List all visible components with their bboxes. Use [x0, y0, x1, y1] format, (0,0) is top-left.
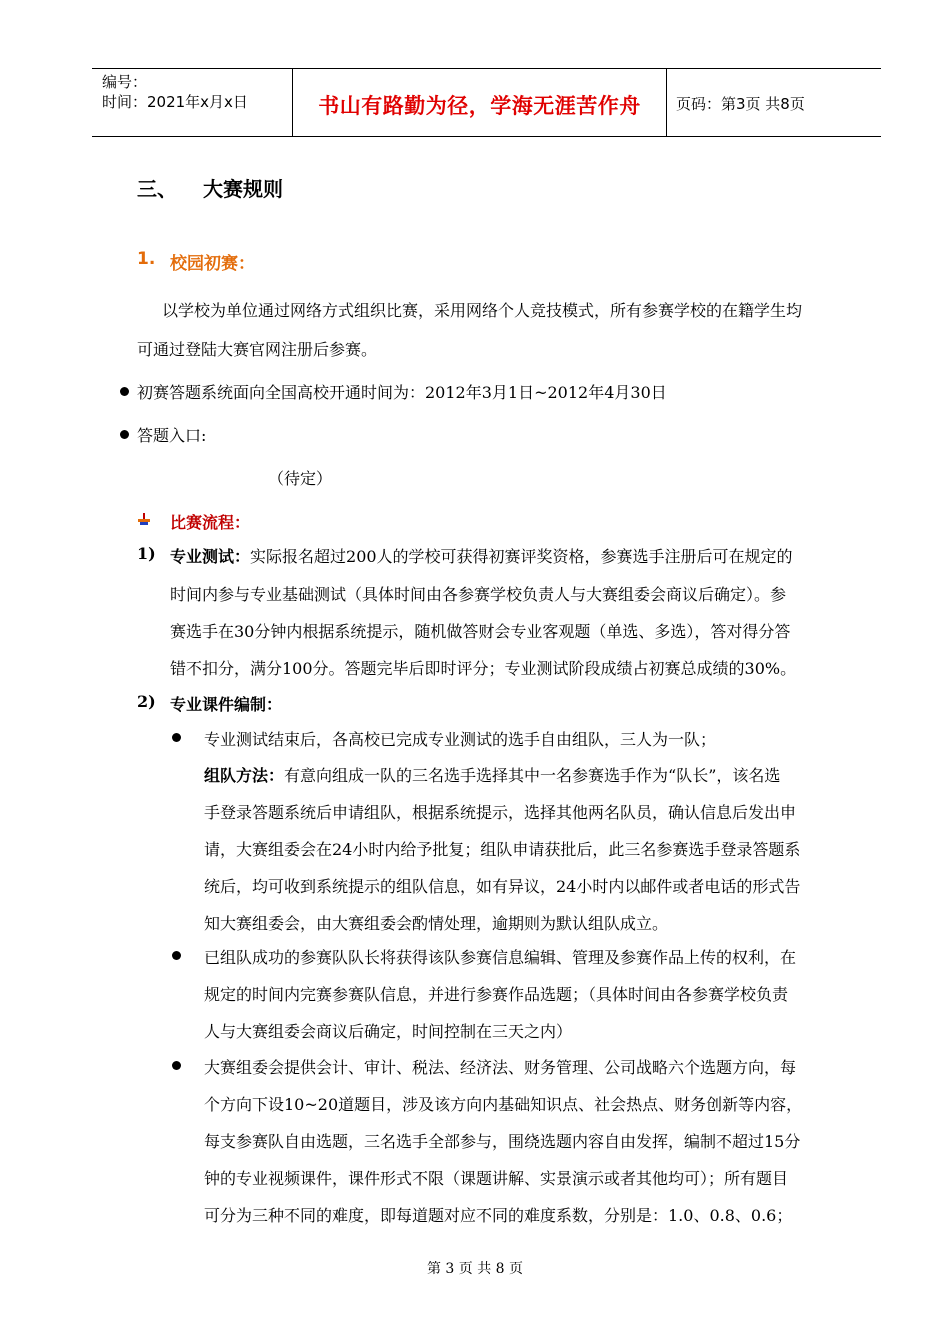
- intro-line-2: 可通过登陆大赛官网注册后参赛。: [137, 340, 378, 359]
- b3-line-4: 钟的专业视频课件，课件形式不限（课题讲解、实景演示或者其他均可）；所有题目: [204, 1169, 789, 1188]
- b2-line-1: 已组队成功的参赛队队长将获得该队参赛信息编辑、管理及参赛作品上传的权利，在: [204, 948, 797, 967]
- b1-line-2: [204, 763, 780, 786]
- item1-line-3: 赛选手在30分钟内根据系统提示，随机做答财会专业客观题（单选、多选），答对得分答: [170, 622, 791, 641]
- section-number: 三、: [137, 177, 177, 201]
- page-footer: 第 3 页 共 8 页: [426, 1261, 524, 1277]
- b1-line-1: 专业测试结束后，各高校已完成专业测试的选手自由组队，三人为一队；: [204, 730, 717, 749]
- item1-text-1: 实际报名超过200人的学校可获得初赛评奖资格，参赛选手注册后可在规定的: [250, 547, 793, 566]
- header-time: 时间：2021年x月x日: [102, 93, 248, 111]
- b3-line-5: 可分为三种不同的难度，即每道题对应不同的难度系数，分别是：1.0、0.8、0.6；: [204, 1206, 793, 1225]
- subsection-number: 1.: [137, 249, 156, 269]
- b3-line-3: 每支参赛队自由选题，三名选手全部参与，围绕选题内容自由发挥，编制不超过15分: [204, 1132, 801, 1151]
- item1-line-1: [170, 544, 793, 567]
- page-header: [92, 68, 881, 137]
- b3-line-1: 大赛组委会提供会计、审计、税法、经济法、财务管理、公司战略六个选题方向，每: [204, 1058, 797, 1077]
- subsection-title: 校园初赛：: [170, 254, 255, 274]
- flow-title: 比赛流程：: [170, 513, 251, 532]
- item2-label: 专业课件编制：: [170, 695, 283, 714]
- header-page-info: 页码：第3页 共8页: [676, 95, 805, 113]
- bullet-dot: [172, 1061, 181, 1070]
- item1-line-2: 时间内参与专业基础测试（具体时间由各参赛学校负责人与大赛组委会商议后确定）。参: [170, 585, 787, 604]
- item1-label: 专业测试：: [170, 547, 251, 566]
- open-time-text: 初赛答题系统面向全国高校开通时间为：2012年3月1日~2012年4月30日: [137, 383, 667, 402]
- entry-text: 答题入口:: [137, 426, 207, 445]
- flow-bullet-icon: [137, 512, 151, 526]
- header-middle-cell: [292, 69, 667, 136]
- header-number-label: 编号：: [102, 73, 148, 91]
- b2-line-2: 规定的时间内完赛参赛队信息，并进行参赛作品选题；（具体时间由各参赛学校负责: [204, 985, 789, 1004]
- header-motto: 书山有路勤为径，学海无涯苦作舟: [318, 94, 641, 118]
- b1-line-4: 请，大赛组委会在24小时内给予批复；组队申请获批后，此三名参赛选手登录答题系: [204, 840, 801, 859]
- header-right-cell: [666, 69, 881, 136]
- b2-line-3: 人与大赛组委会商议后确定，时间控制在三天之内）: [204, 1022, 573, 1041]
- bullet-dot: [120, 430, 129, 439]
- item1-line-4: 错不扣分，满分100分。答题完毕后即时评分；专业测试阶段成绩占初赛总成绩的30%。: [170, 659, 797, 678]
- b1-text-2: 有意向组成一队的三名选手选择其中一名参赛选手作为“队长”，该名选: [284, 766, 781, 785]
- intro-line-1: 以学校为单位通过网络方式组织比赛，采用网络个人竞技模式，所有参赛学校的在籍学生均: [162, 301, 803, 320]
- item1-number: 1): [137, 544, 156, 563]
- header-left-cell: [92, 69, 292, 136]
- b1-label: 组队方法：: [204, 766, 285, 785]
- b1-line-5: 统后，均可收到系统提示的组队信息，如有异议，24小时内以邮件或者电话的形式告: [204, 877, 801, 896]
- bullet-dot: [120, 387, 129, 396]
- b3-line-2: 个方向下设10~20道题目，涉及该方向内基础知识点、社会热点、财务创新等内容，: [204, 1095, 803, 1114]
- pending-text: （待定）: [268, 469, 333, 488]
- bullet-dot: [172, 733, 181, 742]
- bullet-dot: [172, 951, 181, 960]
- section-title: 大赛规则: [203, 177, 283, 201]
- item2-number: 2): [137, 692, 156, 711]
- b1-line-3: 手登录答题系统后申请组队，根据系统提示，选择其他两名队员，确认信息后发出申: [204, 803, 797, 822]
- b1-line-6: 知大赛组委会，由大赛组委会酌情处理，逾期则为默认组队成立。: [204, 914, 669, 933]
